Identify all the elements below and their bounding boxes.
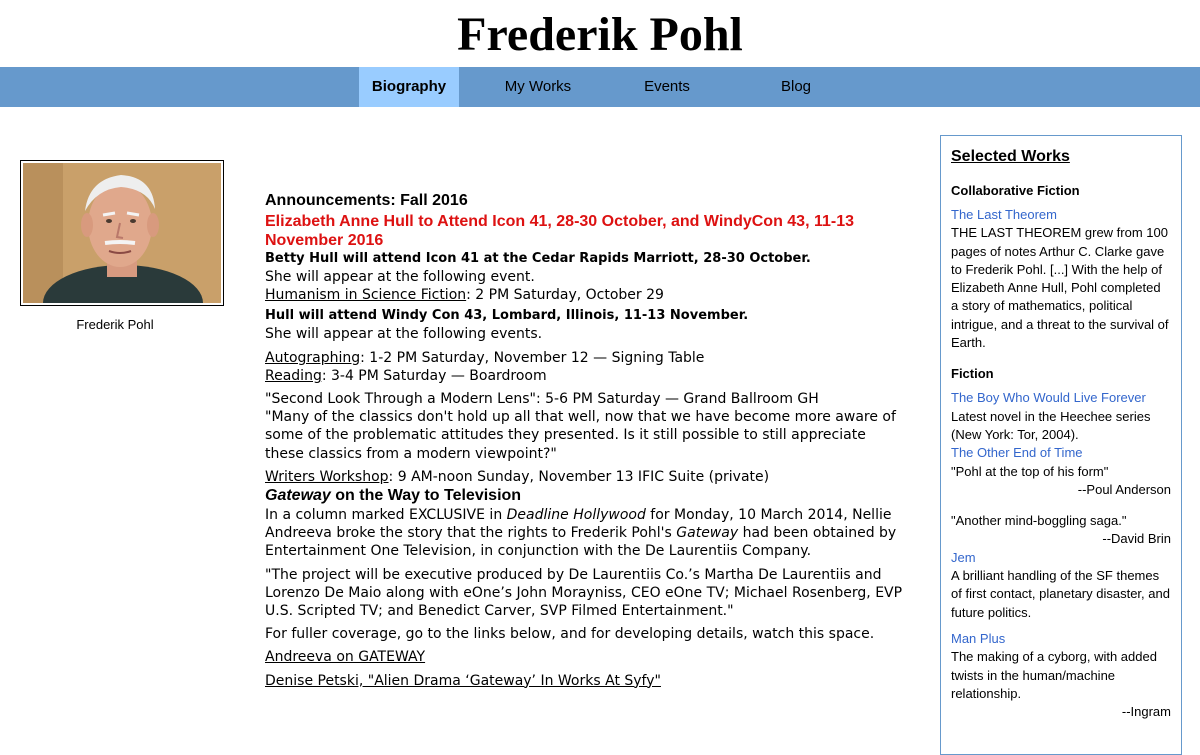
panel-title: "Second Look Through a Modern Lens": 5-6 PM Saturday — Grand Ballroom GH — [265, 391, 819, 408]
nav-biography[interactable]: Biography — [359, 67, 459, 107]
gateway-italic: Gateway — [676, 525, 739, 542]
man-plus-link[interactable]: Man Plus — [951, 630, 1006, 646]
jem-desc: A brilliant handling of the SF themes of first contact, planetary disaster, and future politics. — [951, 568, 1170, 620]
sidebar-spacer — [951, 499, 1171, 512]
last-theorem-link[interactable]: The Last Theorem — [951, 207, 1057, 222]
announcement-headline: Elizabeth Anne Hull to Attend Icon 41, 28-30 October, and WindyCon 43, 11-13 November 2016 — [265, 213, 855, 249]
other-end-attribution: --Poul Anderson — [1077, 481, 1171, 497]
andreeva-link[interactable]: Andreeva on GATEWAY — [265, 649, 426, 666]
main-nav — [0, 67, 1200, 107]
man-plus-desc: The making of a cyborg, with added twists in the human/machine relationship. — [951, 649, 1157, 701]
boy-who-would-live-forever-link[interactable]: The Boy Who Would Live Forever — [951, 390, 1146, 406]
workshop-link[interactable]: Writers Workshop — [265, 468, 389, 485]
deadline-hollywood: Deadline Hollywood — [506, 507, 646, 524]
collab-fiction-heading: Collaborative Fiction — [951, 183, 1080, 198]
petski-link[interactable]: Denise Petski, "Alien Drama ‘Gateway’ In Works At Syfy" — [265, 672, 661, 689]
fiction-heading: Fiction — [951, 366, 994, 382]
workshop-event — [265, 468, 905, 486]
announcements-title: Announcements: Fall 2016 — [265, 192, 468, 209]
reading-link[interactable]: Reading — [265, 367, 322, 384]
jem-link[interactable]: Jem — [951, 549, 976, 565]
sidebar-title: Selected Works — [951, 148, 1070, 165]
gateway-title-italic: Gateway — [265, 487, 331, 505]
main-content — [265, 190, 905, 690]
autograph-time: : 1-2 PM Saturday, November 12 — Signing Table — [360, 349, 705, 366]
gateway-p1-b: for Monday, 10 March 2014, Nellie Andreeva broke the story that the rights to Frederik Pohl's — [265, 507, 892, 542]
andreeva-link-line — [265, 648, 905, 666]
saga-attribution: --David Brin — [1102, 531, 1171, 547]
gateway-paragraph-1 — [265, 506, 905, 561]
author-portrait — [23, 163, 221, 303]
saga-quote: "Another mind-boggling saga." — [951, 513, 1127, 529]
reading-event — [265, 367, 905, 385]
gateway-heading — [265, 486, 905, 506]
boy-desc: Latest novel in the Heechee series (New York: Tor, 2004). — [951, 408, 1151, 442]
portrait-illustration — [23, 163, 221, 303]
workshop-time: : 9 AM-noon Sunday, November 13 IFIC Suite (private) — [388, 468, 770, 485]
gateway-p1-a: In a column marked EXCLUSIVE in — [265, 507, 507, 524]
other-end-of-time-link[interactable]: The Other End of Time — [951, 445, 1083, 461]
reading-time: : 3-4 PM Saturday — Boardroom — [321, 367, 547, 384]
selected-works-sidebar — [940, 135, 1182, 755]
nav-my-works[interactable]: My Works — [504, 78, 572, 95]
nav-blog[interactable]: Blog — [780, 78, 812, 95]
petski-link-line — [265, 672, 905, 690]
man-plus-attribution: --Ingram — [1121, 704, 1171, 720]
gateway-paragraph-3: For fuller coverage, go to the links below, and for developing details, watch this space. — [265, 626, 875, 643]
autographing-link[interactable]: Autographing — [265, 349, 361, 366]
windycon-announcement: Hull will attend Windy Con 43, Lombard, Illinois, 11-13 November. — [265, 308, 749, 324]
autograph-event — [265, 349, 905, 367]
gateway-paragraph-2: "The project will be executive produced by De Laurentiis Co.’s Martha De Laurentiis and Lorenzo De Maio along with eOne’s John Morayniss, CEO eOne TV; Michael Rosenberg, EVP U.S. Scripted TV; and Benedict Carver, SVP Filmed Entertainment." — [265, 566, 903, 620]
last-theorem-desc: THE LAST THEOREM grew from 100 pages of notes Arthur C. Clarke gave to Frederik Pohl. [...] With the help of Elizabeth Anne Hull, Pohl completed a story of mathematics, political intrigue, and a threat to the survival of Earth. — [951, 225, 1169, 351]
other-end-quote: "Pohl at the top of his form" — [951, 463, 1109, 479]
icon-intro: She will appear at the following event. — [265, 269, 535, 285]
humanism-link[interactable]: Humanism in Science Fiction — [265, 287, 467, 304]
nav-events[interactable]: Events — [644, 78, 690, 95]
portrait-caption: Frederik Pohl — [76, 317, 154, 332]
site-title: Frederik Pohl — [457, 8, 743, 61]
windycon-intro: She will appear at the following events. — [265, 326, 543, 343]
gateway-title-rest: on the Way to Television — [330, 487, 522, 505]
sidebar-spacer — [951, 622, 1171, 630]
icon-event-time: : 2 PM Saturday, October 29 — [466, 287, 664, 304]
icon-event — [265, 286, 905, 304]
icon-announcement: Betty Hull will attend Icon 41 at the Cedar Rapids Marriott, 28-30 October. — [265, 251, 811, 266]
panel-description: "Many of the classics don't hold up all that well, now that we have become more aware of some of the problematic attitudes they presented. Is it still possible to still appreciate these classics from a modern viewpoint?" — [265, 409, 896, 462]
gateway-p1-c: had been obtained by Entertainment One Television, in conjunction with the De Laurentiis Company. — [265, 525, 897, 560]
sidebar-spacer — [951, 352, 1171, 365]
portrait-frame — [20, 160, 224, 306]
